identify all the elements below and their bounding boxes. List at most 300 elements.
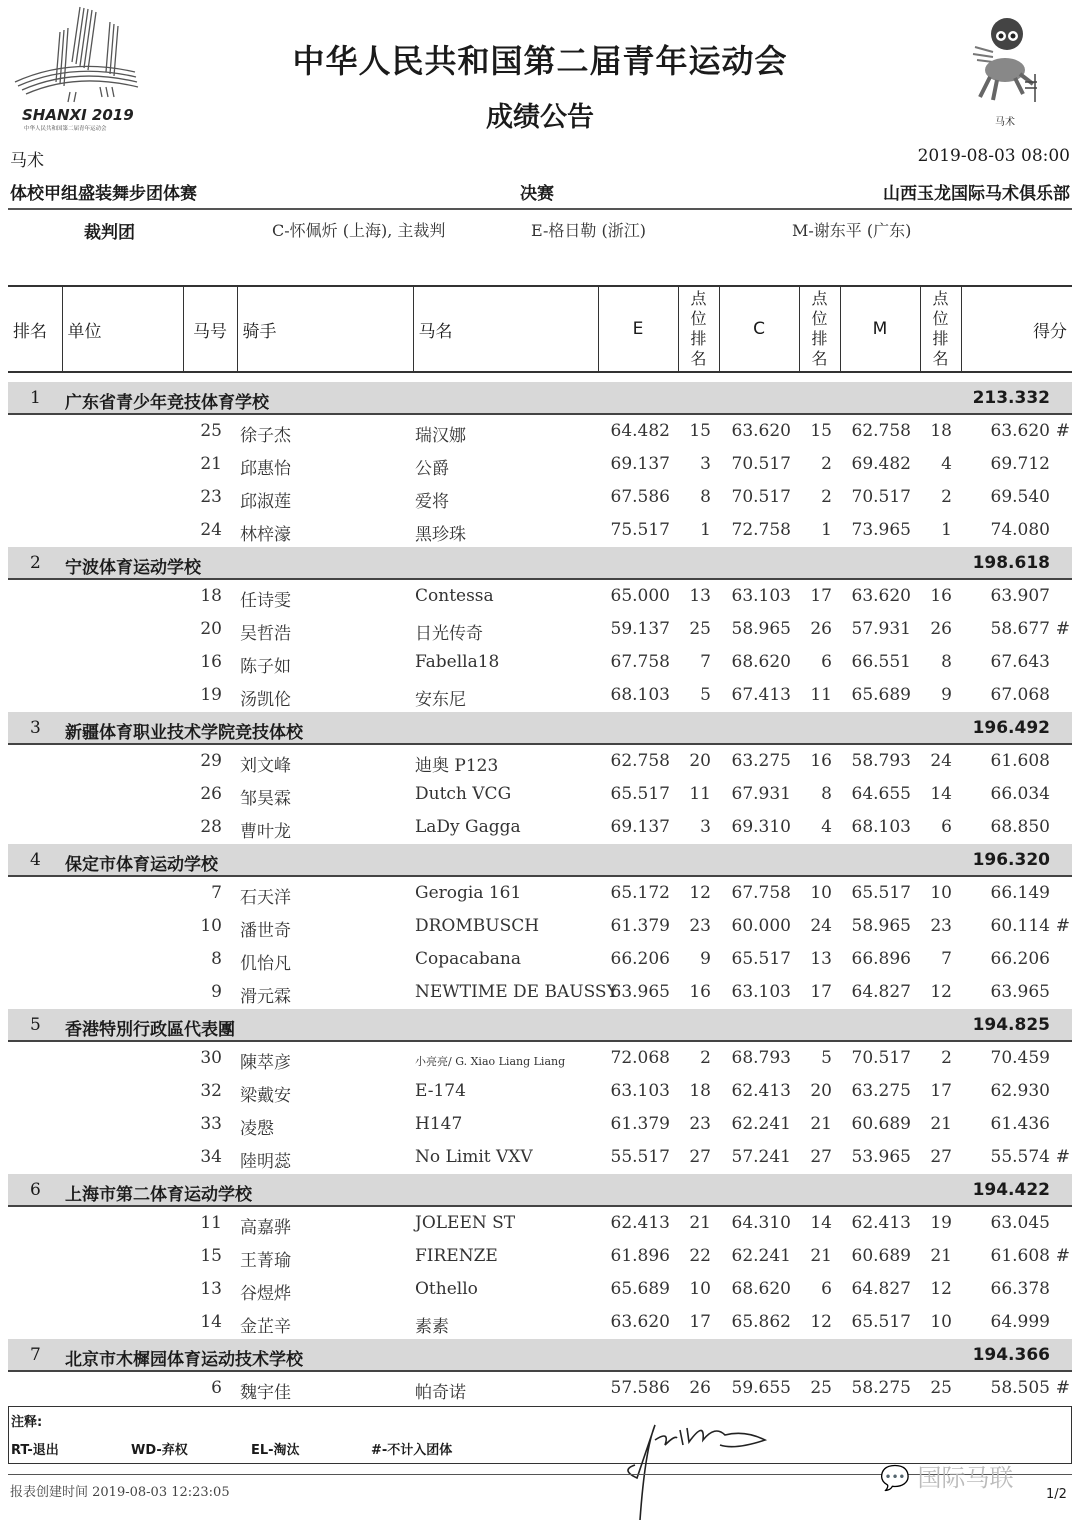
col-horse-no: 马号 (183, 286, 237, 372)
horse-number: 9 (211, 982, 222, 1002)
score-c: 63.275 (731, 751, 791, 771)
rank-m: 14 (930, 784, 952, 804)
horse-number: 7 (211, 883, 222, 903)
team-rank: 4 (30, 850, 41, 870)
score-c: 63.103 (731, 982, 791, 1002)
final-score: 58.505 (990, 1378, 1050, 1398)
rank-e: 16 (689, 982, 711, 1002)
rank-e: 7 (700, 652, 711, 672)
score-m: 64.827 (851, 1279, 911, 1299)
rank-c: 24 (810, 916, 832, 936)
rank-m: 21 (930, 1114, 952, 1134)
score-m: 66.896 (851, 949, 911, 969)
rider-name: 吴哲浩 (240, 624, 291, 644)
rank-e: 26 (689, 1378, 711, 1398)
rank-m: 7 (941, 949, 952, 969)
rank-e: 12 (689, 883, 711, 903)
rank-m: 1 (941, 520, 952, 540)
rank-c: 8 (821, 784, 832, 804)
score-c: 72.758 (731, 520, 791, 540)
score-e: 59.137 (610, 619, 670, 639)
final-score: 63.045 (990, 1213, 1050, 1233)
not-counted-flag: # (1055, 1246, 1070, 1266)
team-row (8, 844, 1072, 877)
rank-c: 27 (810, 1147, 832, 1167)
horse-number: 10 (200, 916, 222, 936)
table-row (8, 580, 1072, 613)
col-rank: 排名 (13, 321, 47, 342)
sport-label: 马术 (10, 151, 44, 171)
table-row (8, 613, 1072, 646)
score-m: 58.965 (851, 916, 911, 936)
horse-number: 21 (200, 454, 222, 474)
rank-e: 9 (700, 949, 711, 969)
rank-m: 26 (930, 619, 952, 639)
judge-m: M-谢东平 (广东) (792, 221, 912, 240)
horse-name: FIRENZE (415, 1246, 498, 1266)
horse-name: Fabella18 (415, 652, 500, 672)
report-created-time: 报表创建时间 2019-08-03 12:23:05 (10, 1485, 230, 1500)
team-name: 宁波体育运动学校 (65, 558, 201, 578)
score-e: 66.206 (610, 949, 670, 969)
rank-e: 23 (689, 916, 711, 936)
horse-number: 16 (200, 652, 222, 672)
rank-m: 12 (930, 1279, 952, 1299)
score-m: 70.517 (851, 1048, 911, 1068)
horse-name: 小亮亮/ G. Xiao Liang Liang (415, 1055, 566, 1068)
rider-name: 刘文峰 (240, 756, 291, 776)
team-total: 213.332 (972, 388, 1050, 408)
score-e: 55.517 (610, 1147, 670, 1167)
team-name: 香港特別行政區代表團 (65, 1020, 235, 1040)
rider-name: 邹昊霖 (240, 789, 291, 809)
table-row (8, 1207, 1072, 1240)
svg-text:SHANXI 2019: SHANXI 2019 (22, 106, 134, 124)
rank-m: 17 (930, 1081, 952, 1101)
rank-e: 18 (689, 1081, 711, 1101)
rider-name: 邱淑莲 (240, 492, 291, 512)
horse-name: Copacabana (415, 949, 522, 969)
score-c: 64.310 (731, 1213, 791, 1233)
table-row (8, 514, 1072, 547)
score-e: 69.137 (610, 454, 670, 474)
not-counted-flag: # (1055, 1147, 1070, 1167)
wechat-icon: 💬 (880, 1464, 910, 1492)
svg-text:中华人民共和国第二届青年运动会: 中华人民共和国第二届青年运动会 (24, 126, 107, 132)
rank-c: 25 (810, 1378, 832, 1398)
results-table-header (8, 285, 1072, 373)
watermark-text: 国际马联 (917, 1464, 1014, 1492)
rank-e: 3 (700, 817, 711, 837)
score-c: 65.517 (731, 949, 791, 969)
score-c: 59.655 (731, 1378, 791, 1398)
score-m: 57.931 (851, 619, 911, 639)
horse-number: 33 (200, 1114, 222, 1134)
note-el: EL-淘汰 (251, 1443, 300, 1458)
rank-e: 20 (689, 751, 711, 771)
score-m: 69.482 (851, 454, 911, 474)
team-total: 198.618 (972, 553, 1050, 573)
score-e: 67.586 (610, 487, 670, 507)
watermark (880, 1458, 1014, 1493)
results-table-body (8, 382, 1072, 1405)
team-row (8, 712, 1072, 745)
rank-c: 2 (821, 487, 832, 507)
table-row (8, 646, 1072, 679)
rider-name: 石天洋 (240, 888, 291, 908)
score-c: 62.241 (731, 1114, 791, 1134)
rank-e: 5 (700, 685, 711, 705)
table-row (8, 1306, 1072, 1339)
horse-number: 26 (200, 784, 222, 804)
table-row (8, 1075, 1072, 1108)
signature-icon (615, 1410, 785, 1520)
team-total: 194.366 (972, 1345, 1050, 1365)
rank-c: 15 (810, 421, 832, 441)
rider-name: 曹叶龙 (240, 822, 291, 842)
rider-name: 林梓濠 (240, 525, 291, 545)
score-c: 60.000 (731, 916, 791, 936)
team-rank: 5 (30, 1015, 41, 1035)
table-row (8, 481, 1072, 514)
horse-number: 15 (200, 1246, 222, 1266)
table-row (8, 943, 1072, 976)
rider-name: 邱惠怡 (240, 459, 291, 479)
rank-c: 10 (810, 883, 832, 903)
final-score: 55.574 (990, 1147, 1050, 1167)
score-c: 69.310 (731, 817, 791, 837)
final-score: 61.436 (990, 1114, 1050, 1134)
horse-name: 日光传奇 (415, 624, 483, 644)
final-score: 69.712 (990, 454, 1050, 474)
horse-name: 安东尼 (415, 690, 466, 710)
final-score: 63.965 (990, 982, 1050, 1002)
rider-name: 魏宇佳 (240, 1383, 291, 1403)
rider-name: 潘世奇 (240, 921, 291, 941)
team-name: 新疆体育职业技术学院竞技体校 (65, 723, 303, 743)
final-score: 61.608 (990, 751, 1050, 771)
score-m: 70.517 (851, 487, 911, 507)
rank-m: 9 (941, 685, 952, 705)
team-rank: 7 (30, 1345, 41, 1365)
event-datetime: 2019-08-03 08:00 (917, 146, 1070, 166)
score-e: 57.586 (610, 1378, 670, 1398)
score-m: 58.793 (851, 751, 911, 771)
score-c: 65.862 (731, 1312, 791, 1332)
rank-e: 13 (689, 586, 711, 606)
team-name: 上海市第二体育运动学校 (65, 1185, 252, 1205)
col-horse-name: 马名 (413, 286, 598, 372)
rank-c: 14 (810, 1213, 832, 1233)
team-total: 196.492 (972, 718, 1050, 738)
rank-e: 25 (689, 619, 711, 639)
score-e: 65.000 (610, 586, 670, 606)
horse-number: 20 (200, 619, 222, 639)
score-m: 62.413 (851, 1213, 911, 1233)
rank-m: 24 (930, 751, 952, 771)
team-row (8, 1339, 1072, 1372)
table-row (8, 745, 1072, 778)
score-c: 63.620 (731, 421, 791, 441)
score-e: 61.896 (610, 1246, 670, 1266)
horse-number: 11 (200, 1213, 222, 1233)
page-subtitle: 成绩公告 (486, 102, 594, 133)
final-score: 70.459 (990, 1048, 1050, 1068)
team-rank: 2 (30, 553, 41, 573)
rank-c: 11 (810, 685, 832, 705)
score-c: 58.965 (731, 619, 791, 639)
horse-name: Othello (415, 1279, 478, 1299)
event-name: 体校甲组盛装舞步团体赛 (10, 184, 197, 204)
team-name: 广东省青少年竞技体育学校 (65, 393, 269, 413)
rank-c: 6 (821, 1279, 832, 1299)
team-rank: 1 (30, 388, 41, 408)
team-name: 北京市木樨园体育运动技术学校 (65, 1350, 303, 1370)
score-e: 62.413 (610, 1213, 670, 1233)
rank-e: 23 (689, 1114, 711, 1134)
final-score: 66.149 (990, 883, 1050, 903)
rank-c: 4 (821, 817, 832, 837)
final-score: 61.608 (990, 1246, 1050, 1266)
final-score: 67.068 (990, 685, 1050, 705)
final-score: 74.080 (990, 520, 1050, 540)
score-e: 65.172 (610, 883, 670, 903)
table-row (8, 448, 1072, 481)
rider-name: 高嘉骅 (240, 1218, 291, 1238)
final-score: 64.999 (990, 1312, 1050, 1332)
final-score: 66.206 (990, 949, 1050, 969)
rider-name: 梁戴安 (240, 1086, 291, 1106)
rank-c: 20 (810, 1081, 832, 1101)
horse-name: JOLEEN ST (415, 1213, 516, 1233)
score-e: 63.965 (610, 982, 670, 1002)
rank-m: 27 (930, 1147, 952, 1167)
horse-name: 黑珍珠 (415, 525, 466, 545)
score-c: 62.241 (731, 1246, 791, 1266)
score-c: 68.620 (731, 1279, 791, 1299)
rank-e: 10 (689, 1279, 711, 1299)
horse-number: 6 (211, 1378, 222, 1398)
table-row (8, 1273, 1072, 1306)
table-row (8, 910, 1072, 943)
score-c: 70.517 (731, 487, 791, 507)
horse-name: 爱将 (415, 492, 449, 512)
score-e: 72.068 (610, 1048, 670, 1068)
horse-name: Contessa (415, 586, 494, 606)
horse-number: 29 (200, 751, 222, 771)
rank-c: 17 (810, 586, 832, 606)
final-score: 58.677 (990, 619, 1050, 639)
col-e-rank: 点 位 排 名 (678, 286, 719, 372)
horse-number: 23 (200, 487, 222, 507)
not-counted-flag: # (1055, 916, 1070, 936)
rank-m: 19 (930, 1213, 952, 1233)
score-e: 62.758 (610, 751, 670, 771)
team-row (8, 1174, 1072, 1207)
score-e: 61.379 (610, 916, 670, 936)
page-number: 1/2 (1046, 1487, 1067, 1502)
rider-name: 仉怡凡 (240, 954, 291, 974)
horse-name: 素素 (415, 1317, 449, 1337)
final-score: 60.114 (990, 916, 1050, 936)
rank-m: 4 (941, 454, 952, 474)
judge-c: C-怀佩炘 (上海), 主裁判 (272, 221, 446, 240)
rank-m: 23 (930, 916, 952, 936)
table-row (8, 877, 1072, 910)
rank-c: 21 (810, 1246, 832, 1266)
col-rider: 骑手 (237, 286, 413, 372)
notes-box (8, 1406, 1072, 1464)
table-row (8, 1240, 1072, 1273)
score-m: 53.965 (851, 1147, 911, 1167)
final-score: 66.034 (990, 784, 1050, 804)
rank-m: 12 (930, 982, 952, 1002)
final-score: 63.907 (990, 586, 1050, 606)
score-e: 63.103 (610, 1081, 670, 1101)
rank-c: 26 (810, 619, 832, 639)
note-rt: RT-退出 (11, 1443, 59, 1458)
score-m: 63.620 (851, 586, 911, 606)
team-name: 保定市体育运动学校 (65, 855, 218, 875)
horse-name: DROMBUSCH (415, 916, 540, 936)
judges-label: 裁判团 (84, 223, 135, 243)
table-row (8, 811, 1072, 844)
table-row (8, 1042, 1072, 1075)
not-counted-flag: # (1055, 619, 1070, 639)
score-c: 67.758 (731, 883, 791, 903)
score-m: 62.758 (851, 421, 911, 441)
final-score: 68.850 (990, 817, 1050, 837)
horse-name: No Limit VXV (415, 1147, 533, 1167)
col-m: M (840, 286, 920, 372)
col-c: C (719, 286, 799, 372)
rider-name: 谷煜烨 (240, 1284, 291, 1304)
rank-m: 16 (930, 586, 952, 606)
rank-m: 18 (930, 421, 952, 441)
horse-number: 18 (200, 586, 222, 606)
horse-number: 28 (200, 817, 222, 837)
rank-e: 17 (689, 1312, 711, 1332)
rank-c: 17 (810, 982, 832, 1002)
team-row (8, 1009, 1072, 1042)
score-m: 73.965 (851, 520, 911, 540)
table-row (8, 1372, 1072, 1405)
horse-name: Dutch VCG (415, 784, 512, 804)
rider-name: 滑元霖 (240, 987, 291, 1007)
rider-name: 任诗雯 (240, 591, 291, 611)
header-divider (8, 208, 1072, 210)
final-score: 63.620 (990, 421, 1050, 441)
score-m: 58.275 (851, 1378, 911, 1398)
rank-m: 2 (941, 1048, 952, 1068)
rank-c: 6 (821, 652, 832, 672)
horse-number: 13 (200, 1279, 222, 1299)
rider-name: 陳萃彦 (240, 1053, 291, 1073)
score-m: 65.689 (851, 685, 911, 705)
rank-c: 13 (810, 949, 832, 969)
rank-e: 3 (700, 454, 711, 474)
score-e: 65.517 (610, 784, 670, 804)
score-m: 60.689 (851, 1114, 911, 1134)
rider-name: 王菁瑜 (240, 1251, 291, 1271)
horse-name: E-174 (415, 1081, 466, 1101)
table-row (8, 778, 1072, 811)
score-e: 61.379 (610, 1114, 670, 1134)
score-c: 67.931 (731, 784, 791, 804)
rank-e: 27 (689, 1147, 711, 1167)
team-total: 194.825 (972, 1015, 1050, 1035)
horse-number: 34 (200, 1147, 222, 1167)
col-score: 得分 (961, 286, 1072, 372)
table-row (8, 415, 1072, 448)
rank-m: 8 (941, 652, 952, 672)
rider-name: 金芷辛 (240, 1317, 291, 1337)
notes-heading: 注释: (11, 1415, 43, 1430)
rank-c: 12 (810, 1312, 832, 1332)
rank-e: 21 (689, 1213, 711, 1233)
horse-number: 8 (211, 949, 222, 969)
rider-name: 凌慇 (240, 1119, 274, 1139)
horse-number: 30 (200, 1048, 222, 1068)
team-row (8, 382, 1072, 415)
horse-name: 帕奇诺 (415, 1383, 466, 1403)
col-c-rank: 点 位 排 名 (799, 286, 840, 372)
score-e: 68.103 (610, 685, 670, 705)
score-c: 70.517 (731, 454, 791, 474)
score-e: 64.482 (610, 421, 670, 441)
event-phase: 决赛 (520, 184, 554, 204)
final-score: 67.643 (990, 652, 1050, 672)
team-rank: 6 (30, 1180, 41, 1200)
score-m: 65.517 (851, 1312, 911, 1332)
rank-m: 21 (930, 1246, 952, 1266)
rank-c: 5 (821, 1048, 832, 1068)
not-counted-flag: # (1055, 1378, 1070, 1398)
horse-name: 迪奥 P123 (415, 756, 499, 776)
horse-number: 14 (200, 1312, 222, 1332)
rank-c: 16 (810, 751, 832, 771)
rank-e: 11 (689, 784, 711, 804)
horse-name: H147 (415, 1114, 463, 1134)
score-m: 66.551 (851, 652, 911, 672)
rank-c: 21 (810, 1114, 832, 1134)
rank-m: 2 (941, 487, 952, 507)
rank-c: 1 (821, 520, 832, 540)
horse-name: Gerogia 161 (415, 883, 522, 903)
col-m-rank: 点 位 排 名 (920, 286, 961, 372)
rider-name: 汤凯伦 (240, 690, 291, 710)
score-e: 67.758 (610, 652, 670, 672)
table-row (8, 976, 1072, 1009)
horse-name: NEWTIME DE BAUSSY (415, 982, 618, 1002)
judge-e: E-格日勒 (浙江) (531, 221, 646, 240)
score-c: 67.413 (731, 685, 791, 705)
not-counted-flag: # (1055, 421, 1070, 441)
mascot-caption: 马术 (995, 117, 1015, 128)
horse-number: 32 (200, 1081, 222, 1101)
score-c: 68.620 (731, 652, 791, 672)
final-score: 69.540 (990, 487, 1050, 507)
page-title: 中华人民共和国第二届青年运动会 (292, 42, 788, 80)
rider-name: 陈子如 (240, 657, 291, 677)
final-score: 62.930 (990, 1081, 1050, 1101)
score-m: 64.655 (851, 784, 911, 804)
rank-e: 15 (689, 421, 711, 441)
score-e: 69.137 (610, 817, 670, 837)
rank-m: 25 (930, 1378, 952, 1398)
team-row (8, 547, 1072, 580)
score-c: 57.241 (731, 1147, 791, 1167)
